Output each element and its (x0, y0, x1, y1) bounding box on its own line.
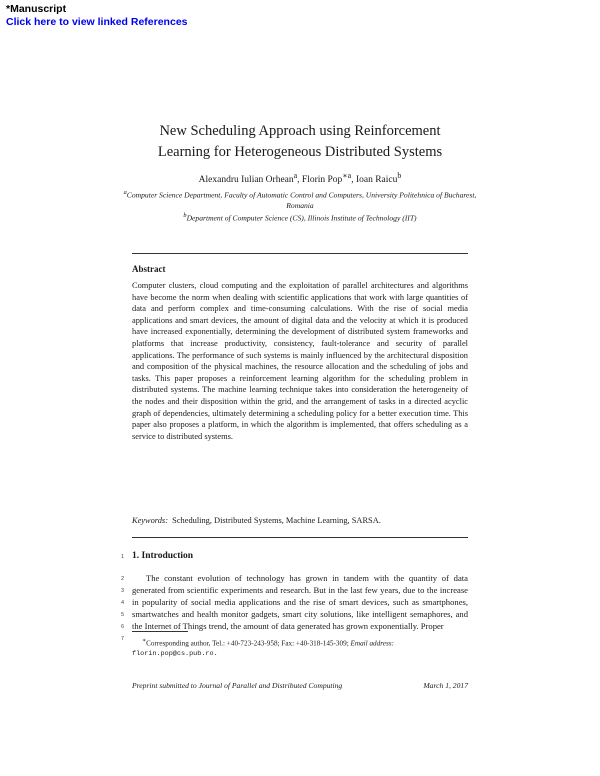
manuscript-stamp (6, 3, 188, 29)
line-number: 4 (120, 600, 124, 606)
keywords-label: Keywords: (132, 516, 168, 525)
author-affil-mark: b (397, 171, 402, 180)
line-number: 1 (120, 554, 124, 560)
section-heading: 1. Introduction (132, 551, 194, 561)
footer-date: March 1, 2017 (423, 681, 468, 690)
line-number: 3 (120, 588, 124, 594)
line-number: 5 (120, 612, 124, 618)
affiliation-a: $^a$Computer Science Department, Faculty of Automatic Control and Computers, University Politehnica of Bucharest, Romania (123, 189, 477, 210)
email-label: Email address: (350, 639, 394, 648)
author-name: Ioan Raicu (355, 175, 398, 186)
manuscript-label: *Manuscript (6, 3, 67, 15)
line-number: 7 (120, 636, 124, 642)
line-number: 2 (120, 576, 124, 582)
page-footer (132, 681, 468, 690)
author-list: Alexandru Iulian Orhean$^a$, Florin Pop$^{∗a}$, Ioan Raicu$^b$ (198, 171, 402, 186)
author-name: Florin Pop (301, 175, 343, 186)
author-name: Alexandru Iulian Orhean (198, 175, 294, 186)
author-affil-mark: a (293, 171, 298, 180)
paper-title (0, 121, 600, 163)
email-address[interactable]: florin.pop@cs.pub.ro. (132, 650, 218, 659)
keywords (132, 515, 468, 527)
abstract-body: Computer clusters, cloud computing and the exploitation of parallel architectures and algorithms have become the norm when dealing with scientific applications that work with large quantities of data and perform complex and time-consuming calculations. With the rise of social media applications and smart devices, the amount of digital data and the velocity at which it is produced have increased exponentially, determining the development of distributed system frameworks and platforms that increase productivity, consistency, fault-tolerance and security of parallel applications. The performance of such systems is mainly influenced by the architectural disposition and composition of the physical machines, the resource allocation and the scheduling of jobs and tasks. This paper proposes a reinforcement learning algorithm for the scheduling problem in distributed systems. The machine learning technique takes into consideration the heterogeneity of the nodes and their disposition within the grid, and the arrangement of tasks in a directed acyclic graph of dependencies, ultimately determining a scheduling policy for a better execution time. This paper also proposes a platform, in which the algorithm is implemented, that offers scheduling as a service to distributed systems. (132, 281, 468, 441)
title-line-1: New Scheduling Approach using Reinforcement (159, 123, 441, 139)
affiliation-b: $^b$Department of Computer Science (CS), Illinois Institute of Technology (IIT) (183, 211, 417, 223)
introduction-body: The constant evolution of technology has grown in tandem with the quantity of data generated from scientific experiments and research. But in the last few years, due to the increase in popularity of social media applications and the rise of smart devices, such as smartphones, smartwatches and health monitor gadgets, smart city solutions, like intelligent semaphores, and the Internet of Things trend, the amount of data generated has grown exponentially. Proper (132, 573, 468, 632)
footnote (132, 636, 468, 659)
footnote-text: Corresponding author, Tel.: +40-723-243-958; Fax: +40-318-145-309; (146, 639, 349, 648)
preprint-note: Preprint submitted to Journal of Parallel and Distributed Computing (132, 681, 343, 690)
linked-references-link[interactable]: Click here to view linked References (6, 16, 188, 28)
line-number: 6 (120, 624, 124, 630)
footnote-rule (132, 631, 188, 632)
abstract-bottom-rule (132, 537, 468, 538)
abstract-heading: Abstract (132, 264, 166, 274)
abstract-top-rule (132, 253, 468, 254)
author-affil-mark: ∗a (342, 171, 352, 180)
affiliations (120, 188, 480, 223)
title-line-2: Learning for Heterogeneous Distributed Systems (157, 144, 443, 160)
keywords-text: Scheduling, Distributed Systems, Machine Learning, SARSA. (172, 516, 381, 525)
footnote-mark: ∗ (142, 638, 147, 644)
